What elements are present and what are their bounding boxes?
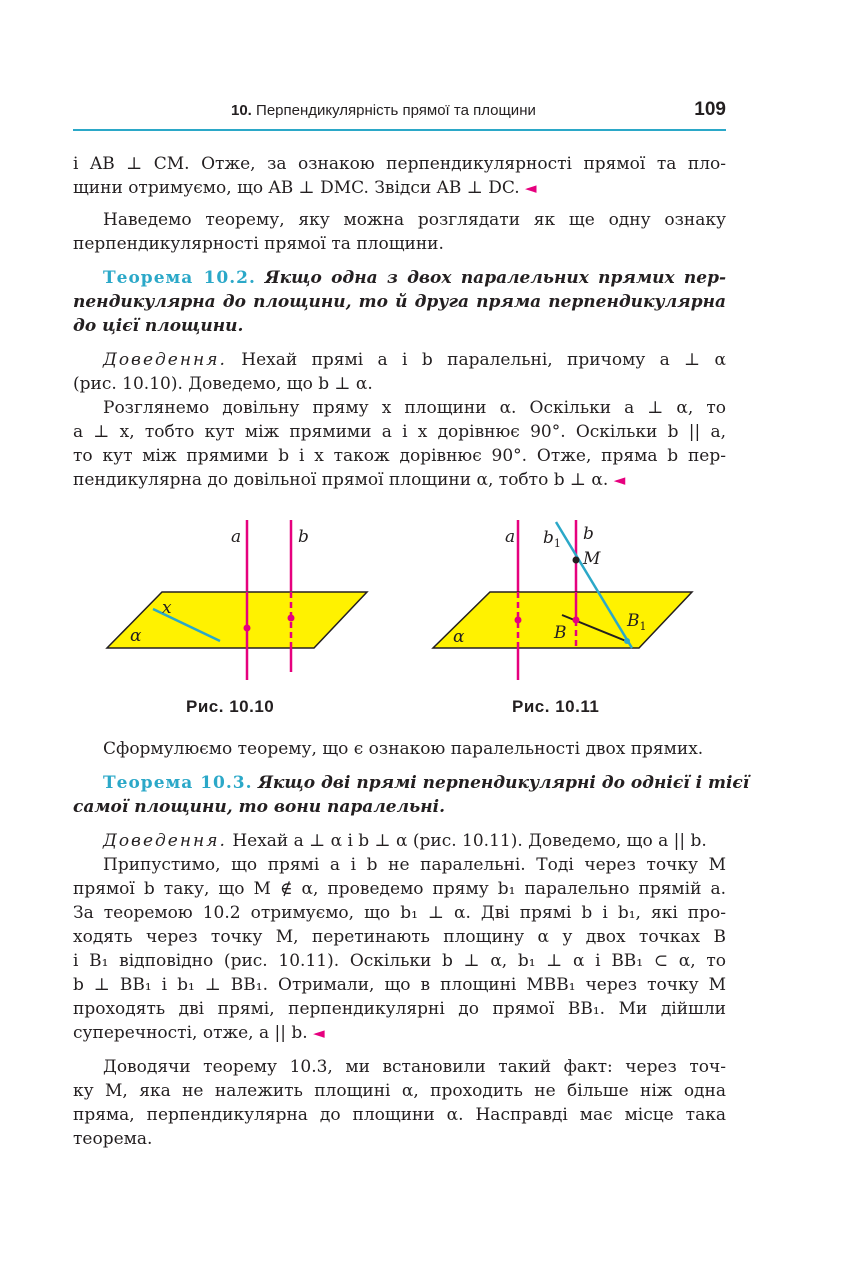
text-line: і AB ⊥ CM. Отже, за ознакою перпендикулярності прямої та пло- (73, 154, 726, 174)
page-number: 109 (694, 99, 726, 120)
text-line: Доведення. Нехай прямі a і b паралельні, причому a ⊥ α (103, 350, 726, 370)
text-line: щини отримуємо, що AB ⊥ DMC. Звідси AB ⊥ DC. ◄ (73, 178, 537, 198)
theorem-line: Теорема 10.2. Якщо одна з двох паралельних прямих пер- (103, 268, 727, 288)
theorem-line: Теорема 10.3. Якщо дві прямі перпендикулярні до однієї і тієї (103, 773, 750, 793)
label-M: M (583, 549, 601, 569)
theorem-line: до цієї площини. (73, 316, 244, 336)
label-a: a (505, 527, 516, 547)
chapter-name: Перпендикулярність прямої та площини (256, 102, 536, 119)
point-M (573, 557, 580, 564)
text-line: то кут між прямими b і x також дорівнює 90°. Отже, пряма b пер- (73, 446, 726, 466)
text-line: За теоремою 10.2 отримуємо, що b₁ ⊥ α. Дві прямі b і b₁, які про- (73, 903, 726, 923)
label-B: B (554, 623, 567, 643)
figure-10-10 (107, 520, 367, 680)
text-line: проходять дві прямі, перпендикулярні до прямої BB₁. Ми дійшли (73, 999, 726, 1019)
end-of-proof-mark: ◄ (525, 179, 537, 197)
theorem-label: Теорема 10.3. (103, 773, 253, 793)
figure-caption: Рис. 10.11 (512, 697, 600, 716)
text-line: a ⊥ x, тобто кут між прямими a і x дорівнює 90°. Оскільки b || a, (73, 422, 726, 442)
point-b-intersection (288, 615, 295, 622)
text-line: суперечності, отже, a || b. ◄ (73, 1023, 325, 1043)
label-x: x (162, 598, 172, 618)
point-B1 (624, 638, 630, 644)
text-line: b ⊥ BB₁ і b₁ ⊥ BB₁. Отримали, що в площині MBB₁ через точку M (73, 975, 726, 995)
text-line: Припустимо, що прямі a і b не паралельні. Тоді через точку M (103, 855, 726, 875)
label-alpha: α (453, 627, 465, 647)
text-line: і B₁ відповідно (рис. 10.11). Оскільки b ⊥ α, b₁ ⊥ α і BB₁ ⊂ α, то (73, 951, 726, 971)
label-alpha: α (130, 626, 142, 646)
theorem-line: самої площини, то вони паралельні. (73, 797, 445, 817)
text-line: Доведення. Нехай a ⊥ α і b ⊥ α (рис. 10.11). Доведемо, що a || b. (103, 831, 707, 851)
end-of-proof-mark: ◄ (613, 471, 626, 489)
text-line: ходять через точку M, перетинають площину α у двох точках B (73, 927, 726, 947)
label-a: a (231, 527, 242, 547)
text-line: Наведемо теорему, яку можна розглядати як ще одну ознаку (103, 210, 726, 230)
text-line: пендикулярна до довільної прямої площини α, тобто b ⊥ α. ◄ (73, 470, 626, 490)
plane-alpha (107, 592, 367, 648)
figure-10-11 (433, 520, 692, 680)
proof-label: Доведення. (103, 831, 227, 851)
chapter-number: 10. (231, 102, 252, 119)
text-line: ку M, яка не належить площині α, проходить не більше ніж одна (73, 1081, 726, 1101)
label-b: b (583, 524, 594, 544)
figure-caption: Рис. 10.10 (186, 697, 275, 716)
text-line: Сформулюємо теорему, що є ознакою паралельності двох прямих. (103, 739, 704, 759)
text-line: перпендикулярності прямої та площини. (73, 234, 444, 254)
page-header (73, 98, 726, 130)
label-B1: $B_1$ (627, 611, 647, 633)
point-a-intersection (515, 617, 522, 624)
text-line: теорема. (73, 1129, 153, 1149)
text-line: пряма, перпендикулярна до площини α. Насправді має місце така (73, 1105, 726, 1125)
proof-label: Доведення. (103, 350, 227, 370)
chapter-title (231, 102, 536, 119)
figures (0, 510, 850, 690)
label-b1: $b_1$ (543, 528, 561, 550)
label-b: b (298, 527, 309, 547)
text-line: Розглянемо довільну пряму x площини α. Оскільки a ⊥ α, то (103, 398, 726, 418)
point-a-intersection (244, 625, 251, 632)
theorem-label: Теорема 10.2. (103, 268, 256, 288)
theorem-line: пендикулярна до площини, то й друга пряма перпендикулярна (73, 292, 726, 312)
text-line: Доводячи теорему 10.3, ми встановили такий факт: через точ- (103, 1057, 726, 1077)
text-line: прямої b таку, що M ∉ α, проведемо пряму b₁ паралельно прямій a. (73, 879, 726, 899)
text-line: (рис. 10.10). Доведемо, що b ⊥ α. (73, 374, 373, 394)
header-rule (73, 129, 726, 131)
end-of-proof-mark: ◄ (313, 1024, 325, 1042)
point-B (573, 617, 580, 624)
